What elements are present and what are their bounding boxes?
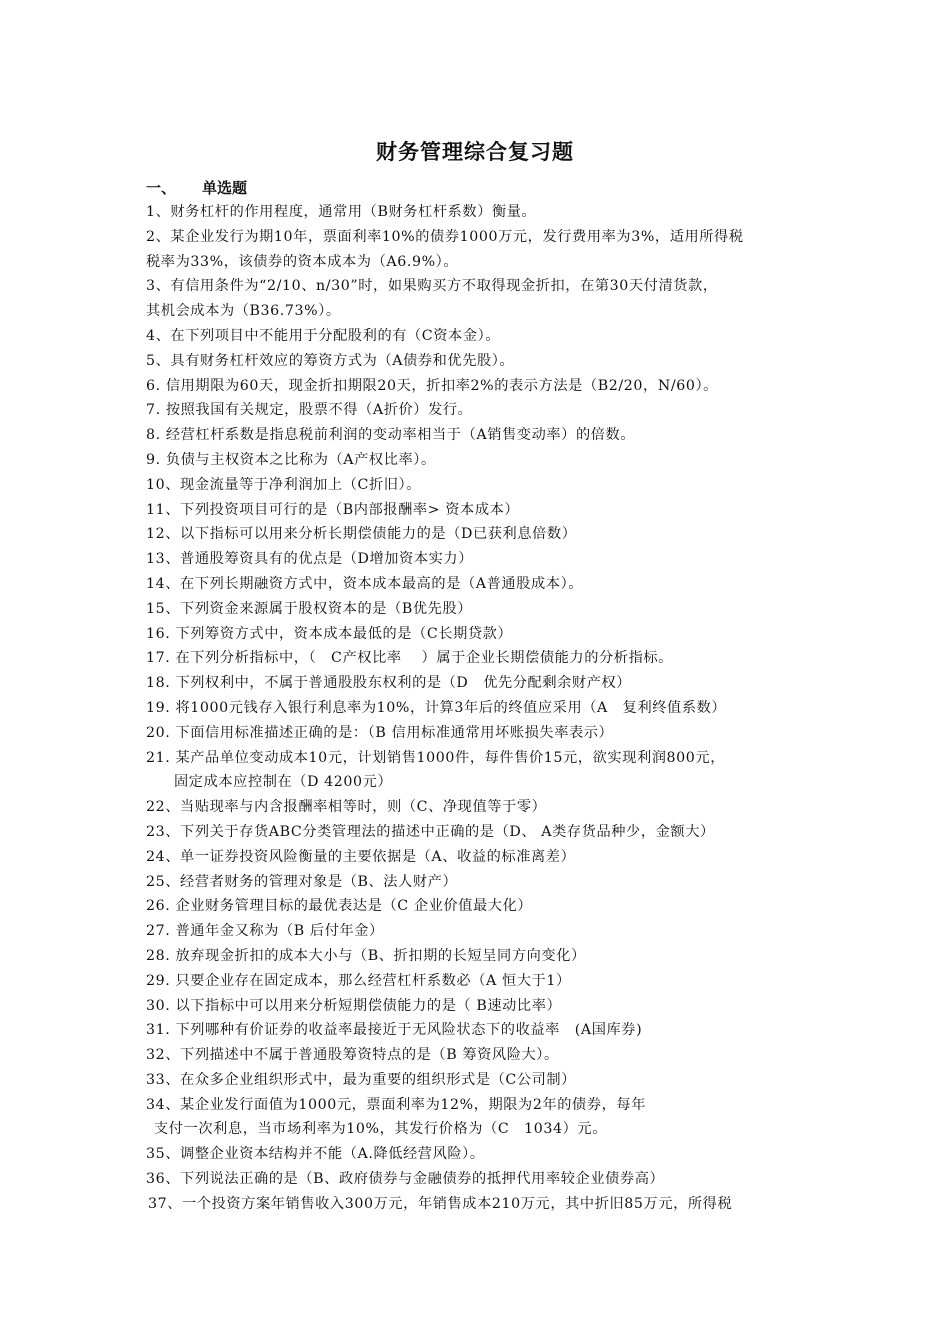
question-item: [148, 1192, 826, 1217]
question-text: 26. 企业财务管理目标的最优表达是（C 企业价值最大化）: [146, 898, 533, 915]
question-continuation: 固定成本应控制在（D 4200元）: [174, 774, 393, 791]
question-text: 37、一个投资方案年销售收入300万元，年销售成本210万元，其中折旧85万元，所得税: [148, 1195, 733, 1212]
question-text: 5、具有财务杠杆效应的筹资方式为（A债券和优先股）。: [146, 352, 515, 369]
question-text: 22、当贴现率与内含报酬率相等时，则（C、净现值等于零）: [146, 799, 547, 816]
question-text: 30. 以下指标中可以用来分析短期偿债能力的是（ B速动比率）: [146, 997, 562, 1014]
section-number: 一、: [146, 179, 177, 197]
question-item: [146, 1142, 826, 1167]
question-continuation: 税率为33%，该债券的资本成本为（A6.9%）。: [146, 253, 459, 270]
question-text: 1、财务杠杆的作用程度，通常用（B财务杠杆系数）衡量。: [146, 204, 537, 220]
question-item: [146, 547, 826, 572]
question-text: 27. 普通年金又称为（B 后付年金）: [146, 923, 384, 940]
question-text: 13、普通股筹资具有的优点是（D增加资本实力）: [146, 551, 473, 568]
question-item: [146, 374, 826, 399]
question-item: [146, 622, 826, 647]
question-text: 6. 信用期限为60天，现金折扣期限20天，折扣率2%的表示方法是（B2/20，N/60）。: [146, 377, 718, 394]
section-heading: [146, 177, 247, 198]
question-item: [146, 398, 826, 423]
question-text: 3、有信用条件为“2/10、n/30”时，如果购买方不取得现金折扣，在第30天付清货款，: [146, 278, 718, 295]
question-text: 33、在众多企业组织形式中，最为重要的组织形式是（C公司制）: [146, 1071, 576, 1088]
question-text: 2、某企业发行为期10年，票面利率10%的债券1000万元，发行费用率为3%，适用所得税: [146, 228, 744, 245]
question-text: 16. 下列筹资方式中，资本成本最低的是（C长期贷款）: [146, 625, 513, 642]
question-list: [146, 200, 826, 1217]
question-item: [146, 1043, 826, 1068]
question-text: 25、经营者财务的管理对象是（B、法人财产）: [146, 873, 458, 890]
question-text: 14、在下列长期融资方式中，资本成本最高的是（A普通股成本）。: [146, 575, 584, 592]
question-text: 31. 下列哪种有价证券的收益率最接近于无风险状态下的收益率 (A国库券): [146, 1022, 643, 1039]
question-item: [146, 845, 826, 870]
question-text: 21. 某产品单位变动成本10元，计划销售1000件，每件售价15元，欲实现利润800元，: [146, 749, 725, 766]
question-text: 7. 按照我国有关规定，股票不得（A折价）发行。: [146, 402, 473, 419]
question-item: [146, 894, 826, 919]
question-item: [146, 919, 826, 944]
question-text: 12、以下指标可以用来分析长期偿债能力的是（D已获利息倍数）: [146, 526, 577, 543]
question-continuation: 支付一次利息，当市场利率为10%，其发行价格为（C 1034）元。: [154, 1121, 607, 1138]
question-text: 19. 将1000元钱存入银行利息率为10%，计算3年后的终值应采用（A 复利终值系数）: [146, 699, 727, 716]
question-item: [146, 1068, 826, 1093]
question-text: 10、现金流量等于净利润加上（C折旧）。: [146, 476, 421, 493]
question-item: [146, 522, 826, 547]
question-continuation: 其机会成本为（B36.73%）。: [146, 303, 341, 320]
question-item: [146, 746, 826, 796]
question-text: 34、某企业发行面值为1000元，票面利率为12%，期限为2年的债券，每年: [146, 1096, 646, 1113]
question-item: [146, 498, 826, 523]
question-item: [146, 994, 826, 1019]
question-item: [146, 225, 826, 275]
question-item: [146, 820, 826, 845]
question-text: 36、下列说法正确的是（B、政府债券与金融债券的抵押代用率较企业债券高）: [146, 1171, 665, 1188]
question-item: [146, 473, 826, 498]
question-text: 8. 经营杠杆系数是指息税前利润的变动率相当于（A销售变动率）的倍数。: [146, 427, 636, 444]
question-item: [146, 1018, 826, 1043]
question-item: [146, 1167, 826, 1192]
question-item: [146, 944, 826, 969]
question-item: [146, 1093, 826, 1143]
question-item: [146, 721, 826, 746]
question-item: [146, 696, 826, 721]
question-text: 4、在下列项目中不能用于分配股利的有（C资本金）。: [146, 327, 501, 344]
question-text: 11、下列投资项目可行的是（B内部报酬率> 资本成本）: [146, 501, 520, 518]
question-item: [146, 324, 826, 349]
question-item: [146, 597, 826, 622]
question-text: 28. 放弃现金折扣的成本大小与（B、折扣期的长短呈同方向变化）: [146, 947, 586, 964]
question-text: 24、单一证券投资风险衡量的主要依据是（A、收益的标准离差）: [146, 848, 576, 865]
question-item: [146, 448, 826, 473]
question-text: 17. 在下列分析指标中，（ C产权比率 ）属于企业长期偿债能力的分析指标。: [146, 650, 673, 667]
question-item: [146, 870, 826, 895]
question-item: [146, 349, 826, 374]
question-item: [146, 200, 826, 225]
question-text: 35、调整企业资本结构并不能（A.降低经营风险）。: [146, 1146, 485, 1163]
page-title: 财务管理综合复习题: [376, 139, 574, 164]
question-text: 32、下列描述中不属于普通股筹资特点的是（B 筹资风险大）。: [146, 1047, 559, 1064]
question-item: [146, 274, 826, 324]
question-item: [146, 423, 826, 448]
question-text: 15、下列资金来源属于股权资本的是（B优先股）: [146, 600, 473, 617]
question-item: [146, 572, 826, 597]
question-text: 29. 只要企业存在固定成本，那么经营杠杆系数必（A 恒大于1）: [146, 972, 571, 989]
question-text: 9. 负债与主权资本之比称为（A产权比率）。: [146, 451, 436, 468]
question-item: [146, 646, 826, 671]
question-text: 23、下列关于存货ABC分类管理法的描述中正确的是（D、 A类存货品种少，金额大）: [146, 823, 715, 840]
question-text: 20. 下面信用标准描述正确的是：（B 信用标准通常用坏账损失率表示）: [146, 724, 614, 741]
question-item: [146, 795, 826, 820]
question-item: [146, 671, 826, 696]
question-item: [146, 969, 826, 994]
question-text: 18. 下列权利中，不属于普通股股东权利的是（D 优先分配剩余财产权）: [146, 675, 632, 692]
section-title: 单选题: [202, 179, 248, 197]
